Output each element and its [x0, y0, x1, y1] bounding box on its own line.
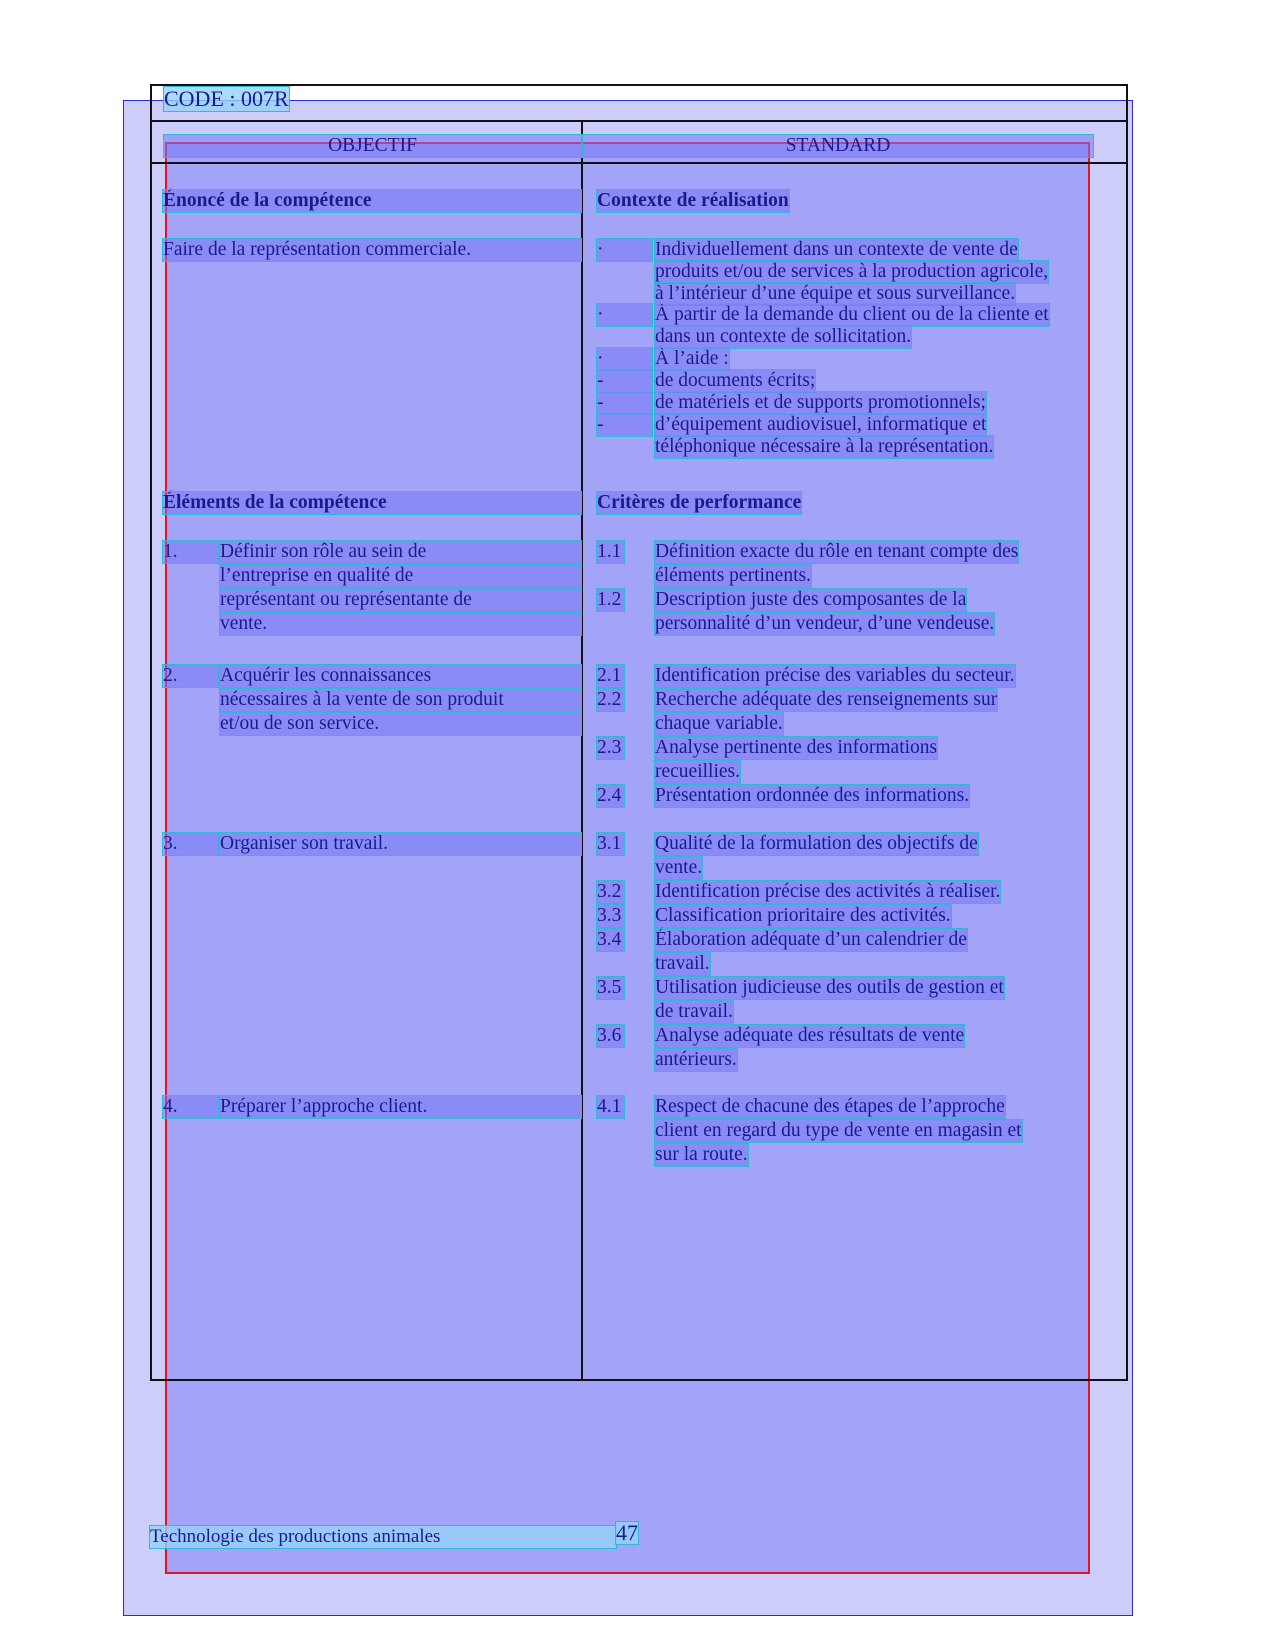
element-text-line: vente.: [220, 613, 581, 635]
element-text-line: et/ou de son service.: [220, 713, 581, 735]
element-text-line: l’entreprise en qualité de: [220, 565, 581, 587]
criterion-number: 3.2: [597, 881, 624, 903]
header-row-divider: [150, 162, 1128, 164]
criterion-text-line: vente.: [655, 857, 703, 878]
context-text-line: d’équipement audiovisuel, informatique et: [655, 414, 987, 435]
context-bullet: -: [597, 414, 652, 436]
criterion-text-line: Élaboration adéquate d’un calendrier de: [655, 929, 967, 950]
elements-title: Éléments de la compétence: [163, 492, 581, 514]
context-text-line: dans un contexte de sollicitation.: [655, 326, 912, 347]
element-text-line: nécessaires à la vente de son produit: [220, 689, 581, 711]
criterion-text-line: Description juste des composantes de la: [655, 589, 967, 610]
criterion-number: 3.4: [597, 929, 624, 951]
criterion-text-line: Respect de chacune des étapes de l’approche: [655, 1096, 1005, 1117]
criterion-number: 2.1: [597, 665, 624, 687]
criterion-number: 4.1: [597, 1096, 624, 1118]
context-bullet: ·: [597, 239, 652, 261]
criterion-text-line: travail.: [655, 953, 710, 974]
criterion-text-line: Qualité de la formulation des objectifs de: [655, 833, 978, 854]
element-text-line: Définir son rôle au sein de: [220, 541, 581, 563]
criterion-number: 2.2: [597, 689, 624, 711]
footer-program: Technologie des productions animales: [150, 1526, 616, 1548]
criterion-number: 2.4: [597, 785, 624, 807]
criterion-number: 1.2: [597, 589, 624, 611]
context-text-line: de documents écrits;: [655, 370, 816, 391]
criterion-number: 2.3: [597, 737, 624, 759]
document-code: CODE : 007R: [164, 86, 289, 111]
context-bullet: -: [597, 392, 652, 414]
criterion-text-line: recueillies.: [655, 761, 740, 782]
context-text-line: à l’intérieur d’une équipe et sous surveillance.: [655, 283, 1016, 304]
column-divider: [581, 120, 583, 1381]
element-text-line: Acquérir les connaissances: [220, 665, 581, 687]
criterion-text-line: Identification précise des variables du secteur.: [655, 665, 1015, 686]
element-number: 3.: [163, 833, 218, 855]
code-row-divider: [150, 120, 1128, 122]
criterion-text-line: Définition exacte du rôle en tenant compte des: [655, 541, 1019, 562]
criterion-number: 3.3: [597, 905, 624, 927]
header-standard: STANDARD: [583, 135, 1093, 157]
criterion-number: 3.5: [597, 977, 624, 999]
contexte-title: Contexte de réalisation: [597, 190, 789, 211]
context-bullet: ·: [597, 304, 652, 326]
criterion-text-line: Recherche adéquate des renseignements sur: [655, 689, 998, 710]
criterion-text-line: personnalité d’un vendeur, d’une vendeuse.: [655, 613, 995, 634]
criterion-text-line: antérieurs.: [655, 1049, 737, 1070]
criterion-text-line: de travail.: [655, 1001, 733, 1022]
element-number: 2.: [163, 665, 218, 687]
criterion-text-line: sur la route.: [655, 1144, 748, 1165]
criterion-text-line: Classification prioritaire des activités.: [655, 905, 951, 926]
element-text-line: représentant ou représentante de: [220, 589, 581, 611]
criterion-text-line: client en regard du type de vente en magasin et: [655, 1120, 1022, 1141]
criteres-title: Critères de performance: [597, 492, 802, 513]
criterion-text-line: Analyse pertinente des informations: [655, 737, 938, 758]
criterion-number: 1.1: [597, 541, 624, 563]
footer-page-number: 47: [616, 1520, 638, 1545]
context-text-line: Individuellement dans un contexte de vente de: [655, 239, 1018, 260]
element-number: 4.: [163, 1096, 218, 1118]
context-bullet: ·: [597, 348, 652, 370]
criterion-number: 3.6: [597, 1025, 624, 1047]
criterion-number: 3.1: [597, 833, 624, 855]
enonce-title: Énoncé de la compétence: [163, 190, 581, 212]
context-bullet: -: [597, 370, 652, 392]
criterion-text-line: chaque variable.: [655, 713, 783, 734]
header-objectif: OBJECTIF: [164, 135, 581, 157]
criterion-text-line: Présentation ordonnée des informations.: [655, 785, 970, 806]
element-number: 1.: [163, 541, 218, 563]
criterion-text-line: Analyse adéquate des résultats de vente: [655, 1025, 965, 1046]
context-text-line: produits et/ou de services à la production agricole,: [655, 261, 1049, 282]
element-text-line: Préparer l’approche client.: [220, 1096, 581, 1118]
context-text-line: téléphonique nécessaire à la représentation.: [655, 436, 994, 457]
enonce-text: Faire de la représentation commerciale.: [163, 239, 581, 261]
context-text-line: À l’aide :: [655, 348, 729, 369]
context-text-line: À partir de la demande du client ou de la cliente et: [655, 304, 1049, 325]
criterion-text-line: Utilisation judicieuse des outils de gestion et: [655, 977, 1004, 998]
context-text-line: de matériels et de supports promotionnels;: [655, 392, 986, 413]
criterion-text-line: éléments pertinents.: [655, 565, 811, 586]
criterion-text-line: Identification précise des activités à réaliser.: [655, 881, 1001, 902]
element-text-line: Organiser son travail.: [220, 833, 581, 855]
